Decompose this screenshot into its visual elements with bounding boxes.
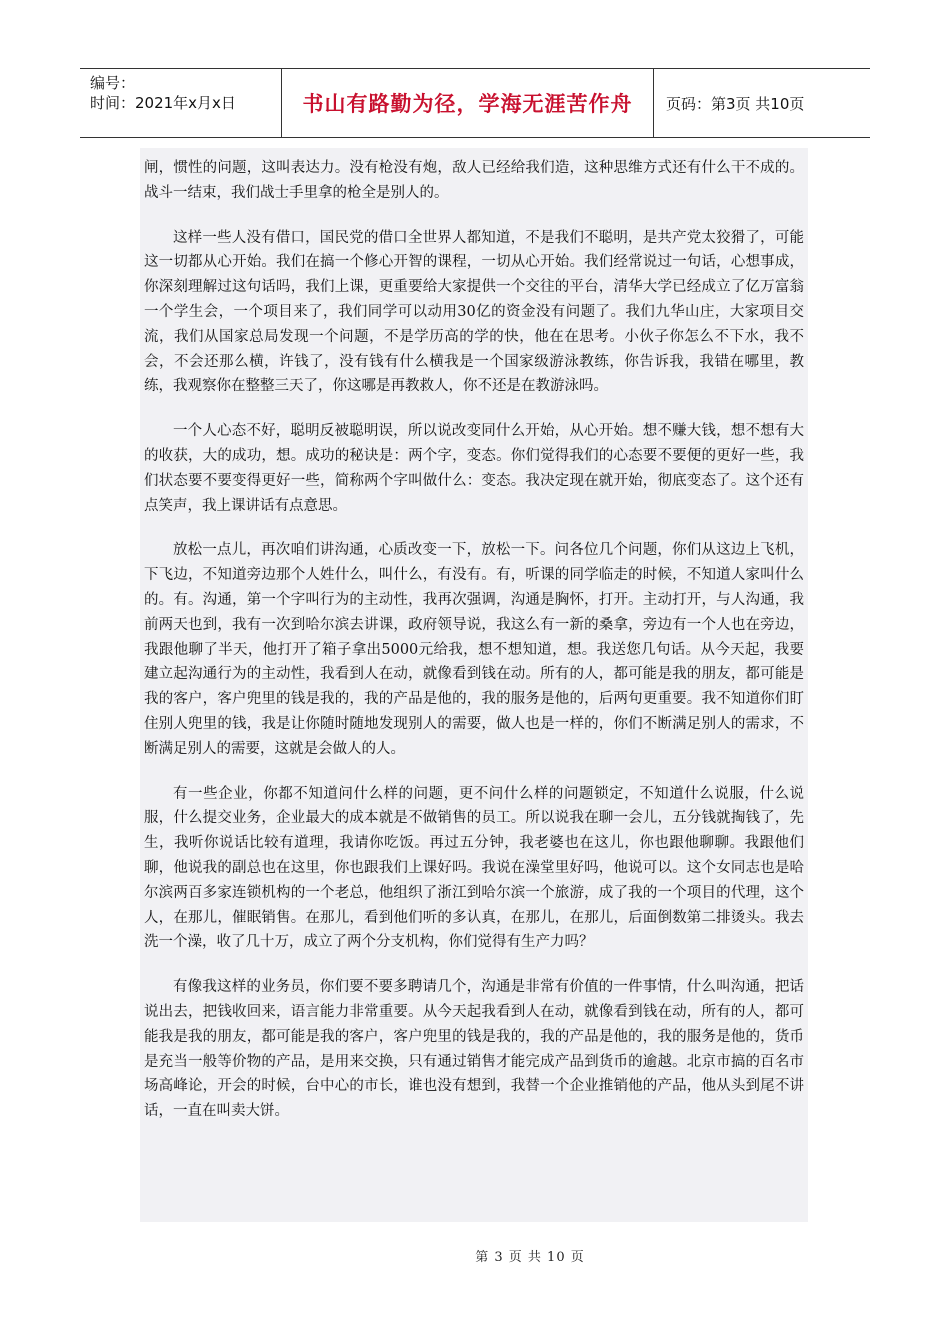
paragraph: 一个人心态不好，聪明反被聪明误，所以说改变同什么开始，从心开始。想不赚大钱，想不想有大的收获，大的成功，想。成功的秘诀是：两个字，变态。你们觉得我们的心态要不要便的更好一些，我们状态要不要变得更好一些，简称两个字叫做什么：变态。我决定现在就开始，彻底变态了。这个还有点笑声，我上课讲话有点意思。 (144, 423, 804, 514)
page-header (80, 68, 870, 138)
paragraph-continued: 闸，惯性的问题，这叫表达力。没有枪没有炮，敌人已经给我们造，这种思维方式还有什么干不成的。战斗一结束，我们战士手里拿的枪全是别人的。 (144, 160, 804, 201)
header-motto: 书山有路勤为径，学海无涯苦作舟 (282, 69, 654, 137)
page-footer: 第 3 页 共 10 页 (475, 1250, 585, 1265)
number-label: 编号： (90, 74, 136, 92)
paragraph: 有一些企业，你都不知道问什么样的问题，更不问什么样的问题锁定，不知道什么说服，什么说服，什么提交业务，企业最大的成本就是不做销售的员工。所以说我在聊一会儿，五分钱就掏钱了，先生，我听你说话比较有道理，我请你吃饭。再过五分钟，我老婆也在这儿，你也跟他聊聊。我跟他们聊，他说我的副总也在这里，你也跟我们上课好吗。我说在澡堂里好吗，他说可以。这个女同志也是哈尔滨两百多家连锁机构的一个老总，他组织了浙江到哈尔滨一个旅游，成了我的一个项目的代理，这个人，在那儿，催眠销售。在那儿，看到他们听的多认真，在那儿，在那儿，后面倒数第二排烫头。我去洗一个澡，收了几十万，成立了两个分支机构，你们觉得有生产力吗？ (144, 785, 804, 951)
paragraph: 有像我这样的业务员，你们要不要多聘请几个，沟通是非常有价值的一件事情，什么叫沟通，把话说出去，把钱收回来，语言能力非常重要。从今天起我看到人在动，就像看到钱在动，所有的人，都可能我是我的朋友，都可能是我的客户，客户兜里的钱是我的，我的产品是他的，我的服务是他的，货币是充当一般等价物的产品，是用来交换，只有通过销售才能完成产品到货币的逾越。北京市搞的百名市场高峰论，开会的时候，台中心的市长，谁也没有想到，我替一个企业推销他的产品，他从头到尾不讲话，一直在叫卖大饼。 (144, 979, 804, 1120)
document-body (140, 148, 808, 1222)
header-page-label: 页码：第3页 共10页 (666, 94, 805, 113)
paragraph: 这样一些人没有借口，国民党的借口全世界人都知道，不是我们不聪明，是共产党太狡猾了，可能这一切都从心开始。我们在搞一个修心开智的课程，一切从心开始。我们经常说过一句话，心想事成，你深刻理解过这句话吗，我们上课，更重要给大家提供一个交往的平台，清华大学已经成立了亿万富翁一个学生会，一个项目来了，我们同学可以动用30亿的资金没有问题了。我们九华山庄，大家项目交流，我们从国家总局发现一个问题，不是学历高的学的快，他在在思考。小伙子你怎么不下水，我不会，不会还那么横，许钱了，没有钱有什么横我是一个国家级游泳教练，你告诉我，我错在哪里，教练，我观察你在整整三天了，你这哪是再教救人，你不还是在教游泳吗。 (144, 229, 804, 395)
header-meta (80, 69, 282, 137)
date-label: 时间：2021年x月x日 (90, 94, 236, 112)
paragraph: 放松一点儿，再次咱们讲沟通，心质改变一下，放松一下。问各位几个问题，你们从这边上飞机，下飞边，不知道旁边那个人姓什么，叫什么，有没有。有，听课的同学临走的时候，不知道人家叫什么的。有。沟通，第一个字叫行为的主动性，我再次强调，沟通是胸怀，打开。主动打开，与人沟通，我前两天也到，我有一次到哈尔滨去讲课，政府领导说，我这么有一新的桑拿，旁边有一个人也在旁边，我跟他聊了半天，他打开了箱子拿出5000元给我，想不想知道，想。我送您几句话。从今天起，我要建立起沟通行为的主动性，我看到人在动，就像看到钱在动。所有的人，都可能是我的朋友，都可能是我的客户，客户兜里的钱是我的，我的产品是他的，我的服务是他的，后两句更重要。我不知道你们盯住别人兜里的钱，我是让你随时随地发现别人的需要，做人也是一样的，你们不断满足别人的需求，不断满足别人的需要，这就是会做人的人。 (144, 542, 804, 757)
